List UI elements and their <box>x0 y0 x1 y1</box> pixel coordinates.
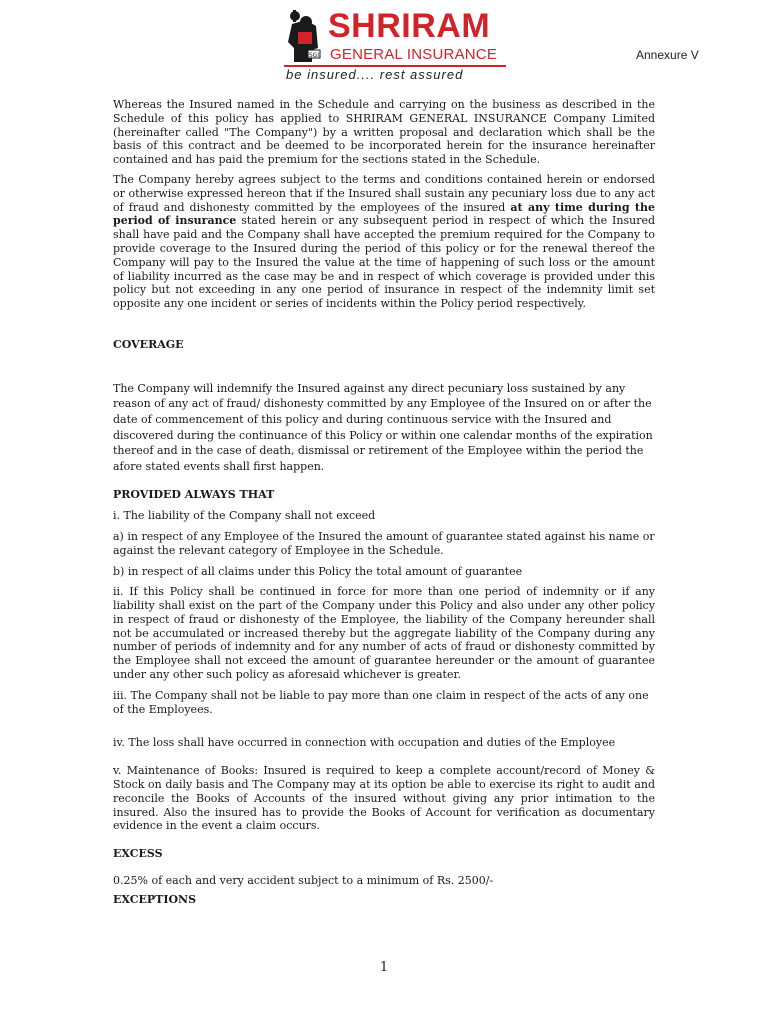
agreement-text-b: stated herein or any subsequent period in respect of which the Insured shall have paid and the Company shall have accepted the premium required for the Company to provide coverage to the Insured during the period of this policy or for the renewal thereof the Company will pay to the Insured the value at the time of happening of such loss or the amount of liability incurred as the case may be and in respect of which coverage is provided under this policy but not exceeding in any one period of insurance in respect of the indemnity limit set opposite any one incident or series of incidents within the Policy period respectively. <box>113 214 656 311</box>
brand-tagline: be insured.... rest assured <box>286 67 464 82</box>
provided-heading: PROVIDED ALWAYS THAT <box>113 488 275 502</box>
provision-ii: ii. If this Policy shall be continued in force for more than one period of indemnity or if any liability shall exist on the part of the Company under this Policy and also under any other policy in respect of fraud or dishonesty of the Employee, the liability of the Company hereunder shall not be accumulated or increased thereby but the aggregate liability of the Company during any number of periods of indemnity and for any number of acts of fraud or dishonesty committed by the Employee shall not exceed the amount of guarantee hereunder or the amount of guarantee under any other such policy as aforesaid whichever is greater. <box>113 585 655 682</box>
page-number: 1 <box>379 960 389 975</box>
exceptions-heading: EXCEPTIONS <box>113 892 197 906</box>
provision-iii: iii. The Company shall not be liable to pay more than one claim in respect of the acts of any one of the Employees. <box>113 688 649 716</box>
mascot-figure-icon <box>282 8 326 64</box>
excess-heading: EXCESS <box>113 847 163 861</box>
coverage-heading: COVERAGE <box>113 337 184 351</box>
brand-name: SHRIRAM <box>328 7 491 45</box>
agreement-paragraph <box>113 173 655 311</box>
company-logo <box>282 6 508 82</box>
document-body <box>113 98 655 907</box>
provision-b: b) in respect of all claims under this Policy the total amount of guarantee <box>113 564 523 578</box>
agreement-text-a: The Company hereby agrees subject to the terms and conditions contained herein or endorsed or otherwise expressed hereon that if the Insured shall sustain any pecuniary loss due to any act of fraud and dishonesty committed by the employees of the insured <box>113 172 655 214</box>
brand-subtitle: GENERAL INSURANCE <box>330 46 498 63</box>
annexure-label: Annexure V <box>636 48 699 62</box>
provision-a: a) in respect of any Employee of the Insured the amount of guarantee stated against his name or against the relevant category of Employee in the Schedule. <box>113 529 655 557</box>
coverage-paragraph: The Company will indemnify the Insured against any direct pecuniary loss sustained by any reason of any act of fraud/ dishonesty committed by any Employee of the Insured on or after the date of commencement of this policy and during continuous service with the Insured and discovered during the continuance of this Policy or within one calendar months of the expiration thereof and in the case of death, dismissal or retirement of the Employee within the period the afore stated events shall first happen. <box>113 381 653 473</box>
provision-iv: iv. The loss shall have occurred in connection with occupation and duties of the Employee <box>113 736 616 750</box>
provision-i: i. The liability of the Company shall not exceed <box>113 509 376 523</box>
intro-paragraph: Whereas the Insured named in the Schedule and carrying on the business as described in the Schedule of this policy has applied to SHRIRAM GENERAL INSURANCE Company Limited (hereinafter called "The Company") by a written proposal and declaration which shall be the basis of this contract and be deemed to be incorporated herein for the insurance hereinafter contained and has paid the premium for the sections stated in the Schedule. <box>113 98 655 167</box>
agreement-emphasis: at any time during the period of insurance <box>113 200 655 228</box>
excess-paragraph: 0.25% of each and very accident subject to a minimum of Rs. 2500/- <box>113 874 494 888</box>
provision-v: v. Maintenance of Books: Insured is required to keep a complete account/record of Money & Stock on daily basis and The Company may at its option be able to exercise its right to audit and reconcile the Books of Accounts of the insured without giving any prior intimation to the insured. Also the insured has to provide the Books of Account for verification as documentary evidence in the event a claim occurs. <box>113 764 655 833</box>
svg-text:SGI: SGI <box>308 52 320 59</box>
